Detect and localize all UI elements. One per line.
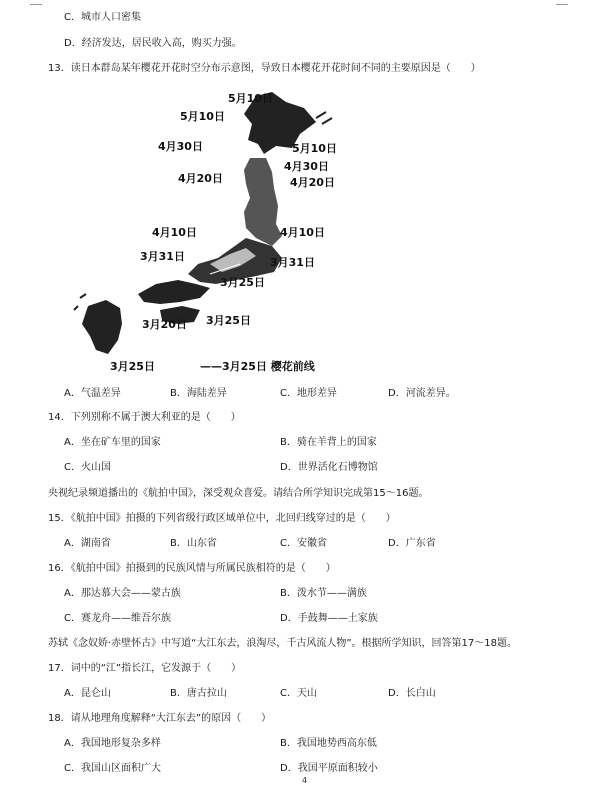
question-18-stem: 18．请从地理角度解释“大江东去”的原因（ ）	[48, 713, 272, 724]
question-18-option-a: A．我国地形复杂多样	[64, 738, 161, 749]
okinawa-islands	[74, 294, 86, 310]
question-16-option-b: B．泼水节——满族	[280, 588, 367, 599]
map-label-7: 4月20日	[290, 176, 335, 189]
map-legend: ——3月25日 樱花前线	[200, 360, 315, 373]
question-16-stem: 16．《航拍中国》拍摄到的民族风情与所属民族相符的是（ ）	[48, 563, 336, 574]
page-number: 4	[302, 776, 308, 785]
map-label-15: 3月25日	[110, 360, 155, 373]
question-17-option-c: C．天山	[280, 688, 317, 699]
corner-mark-right	[556, 0, 568, 5]
question-14-option-d: D．世界活化石博物馆	[280, 462, 378, 473]
question-18-option-b: B．我国地势西高东低	[280, 738, 377, 749]
question-13-option-b: B．海陆差异	[170, 388, 227, 399]
intro-17-18: 苏轼《念奴娇·赤壁怀古》中写道“大江东去，浪淘尽，千古风流人物”。根据所学知识，回答第17～18题。	[48, 638, 517, 649]
honshu-west-shape	[138, 280, 210, 304]
question-15-option-a: A．湖南省	[64, 538, 111, 549]
map-label-12: 3月25日	[220, 276, 265, 289]
map-label-9: 4月10日	[280, 226, 325, 239]
map-label-1: 5月10日	[228, 92, 273, 105]
question-18-option-c: C．我国山区面积广大	[64, 763, 161, 774]
map-label-5: 4月30日	[284, 160, 329, 173]
question-18-option-d: D．我国平原面积较小	[280, 763, 378, 774]
map-label-10: 3月31日	[140, 250, 185, 263]
question-15-option-c: C．安徽省	[280, 538, 327, 549]
honshu-north-shape	[244, 158, 282, 246]
question-13-option-c: C．地形差异	[280, 388, 337, 399]
question-15-option-d: D．广东省	[388, 538, 436, 549]
kyushu-shape	[82, 300, 122, 354]
map-label-8: 4月10日	[152, 226, 197, 239]
question-17-option-d: D．长白山	[388, 688, 436, 699]
question-15-option-b: B．山东省	[170, 538, 217, 549]
map-label-4: 5月10日	[292, 142, 337, 155]
map-label-11: 3月31日	[270, 256, 315, 269]
question-13-option-d: D．河流差异。	[388, 388, 456, 399]
question-16-option-c: C．赛龙舟——维吾尔族	[64, 613, 171, 624]
option-prev-d: D．经济发达，居民收入高，购买力强。	[64, 38, 242, 49]
question-16-option-d: D．手鼓舞——土家族	[280, 613, 378, 624]
question-14-option-b: B．骑在羊背上的国家	[280, 437, 377, 448]
question-14-option-a: A．坐在矿车里的国家	[64, 437, 161, 448]
japan-sakura-map	[60, 88, 350, 378]
corner-mark-left	[30, 0, 42, 5]
question-17-stem: 17．词中的“江”指长江，它发源于（ ）	[48, 663, 242, 674]
question-14-stem: 14．下列别称不属于澳大利亚的是（ ）	[48, 412, 241, 423]
question-13-option-a: A．气温差异	[64, 388, 121, 399]
intro-15-16: 央视纪录频道播出的《航拍中国》，深受观众喜爱。请结合所学知识完成第15～16题。	[48, 488, 429, 499]
map-label-6: 4月20日	[178, 172, 223, 185]
kuril-islands	[316, 112, 332, 124]
map-label-3: 4月30日	[158, 140, 203, 153]
option-prev-c: C．城市人口密集	[64, 12, 141, 23]
question-15-stem: 15．《航拍中国》拍摄的下列省级行政区域单位中，北回归线穿过的是（ ）	[48, 513, 396, 524]
question-14-option-c: C．火山国	[64, 462, 111, 473]
question-13-stem: 13．读日本群岛某年樱花开花时空分布示意图，导致日本樱花开花时间不同的主要原因是（ ）	[48, 63, 481, 74]
map-label-2: 5月10日	[180, 110, 225, 123]
question-16-option-a: A．那达慕大会——蒙古族	[64, 588, 181, 599]
question-17-option-b: B．唐古拉山	[170, 688, 227, 699]
question-17-option-a: A．昆仑山	[64, 688, 111, 699]
map-label-14: 3月25日	[206, 314, 251, 327]
map-label-13: 3月20日	[142, 318, 187, 331]
